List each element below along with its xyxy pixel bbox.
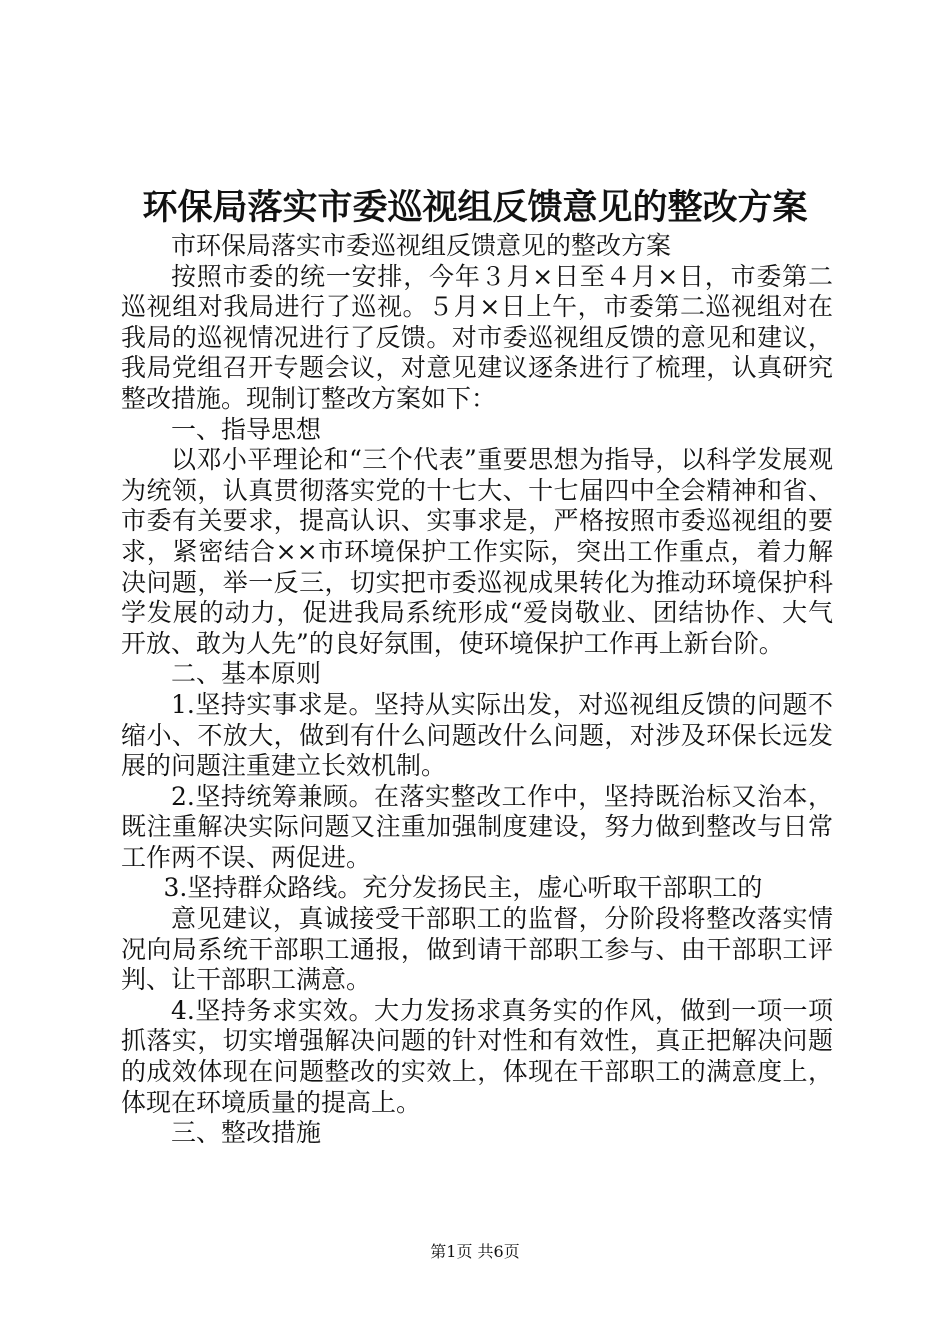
document-title: 环保局落实市委巡视组反馈意见的整改方案 bbox=[142, 187, 808, 228]
principle-2: 2.坚持统筹兼顾。在落实整改工作中，坚持既治标又治本，既注重解决实际问题又注重加强制度建设，努力做到整改与日常工作两不误、两促进。 bbox=[121, 781, 833, 872]
page-footer: 第1页 共6页 bbox=[430, 1242, 520, 1261]
paragraph-subtitle: 市环保局落实市委巡视组反馈意见的整改方案 bbox=[171, 231, 672, 260]
section-heading-2: 二、基本原则 bbox=[171, 659, 322, 689]
principle-1: 1.坚持实事求是。坚持从实际出发，对巡视组反馈的问题不缩小、不放大，做到有什么问题改什么问题，对涉及环保长远发展的问题注重建立长效机制。 bbox=[121, 689, 833, 781]
principle-3: 3.坚持群众路线。充分发扬民主，虚心听取干部职工的 bbox=[163, 873, 763, 903]
principle-3-continued: 意见建议，真诚接受干部职工的监督，分阶段将整改落实情况向局系统干部职工通报，做到请干部职工参与、由干部职工评判、让干部职工满意。 bbox=[121, 904, 833, 995]
paragraph-intro: 按照市委的统一安排，今年３月×日至４月×日，市委第二巡视组对我局进行了巡视。５月×日上午，市委第二巡视组对在我局的巡视情况进行了反馈。对市委巡视组反馈的意见和建议，我局党组召开专题会议，对意见建议逐条进行了梳理，认真研究整改措施。现制订整改方案如下： bbox=[121, 261, 833, 413]
paragraph-guiding-thought: 以邓小平理论和“三个代表”重要思想为指导，以科学发展观为统领，认真贯彻落实党的十七大、十七届四中全会精神和省、市委有关要求，提高认识、实事求是，严格按照市委巡视组的要求，紧密结合××市环境保护工作实际，突出工作重点，着力解决问题，举一反三，切实把市委巡视成果转化为推动环境保护科学发展的动力，促进我局系统形成“爱岗敬业、团结协作、大气开放、敢为人先”的良好氛围，使环境保护工作再上新台阶。 bbox=[121, 445, 833, 658]
principle-4: 4.坚持务求实效。大力发扬求真务实的作风，做到一项一项抓落实，切实增强解决问题的针对性和有效性，真正把解决问题的成效体现在问题整改的实效上，体现在干部职工的满意度上，体现在环境质量的提高上。 bbox=[121, 995, 833, 1117]
document-body bbox=[121, 231, 833, 1149]
section-heading-3: 三、整改措施 bbox=[171, 1118, 322, 1148]
section-heading-1: 一、指导思想 bbox=[171, 414, 322, 444]
